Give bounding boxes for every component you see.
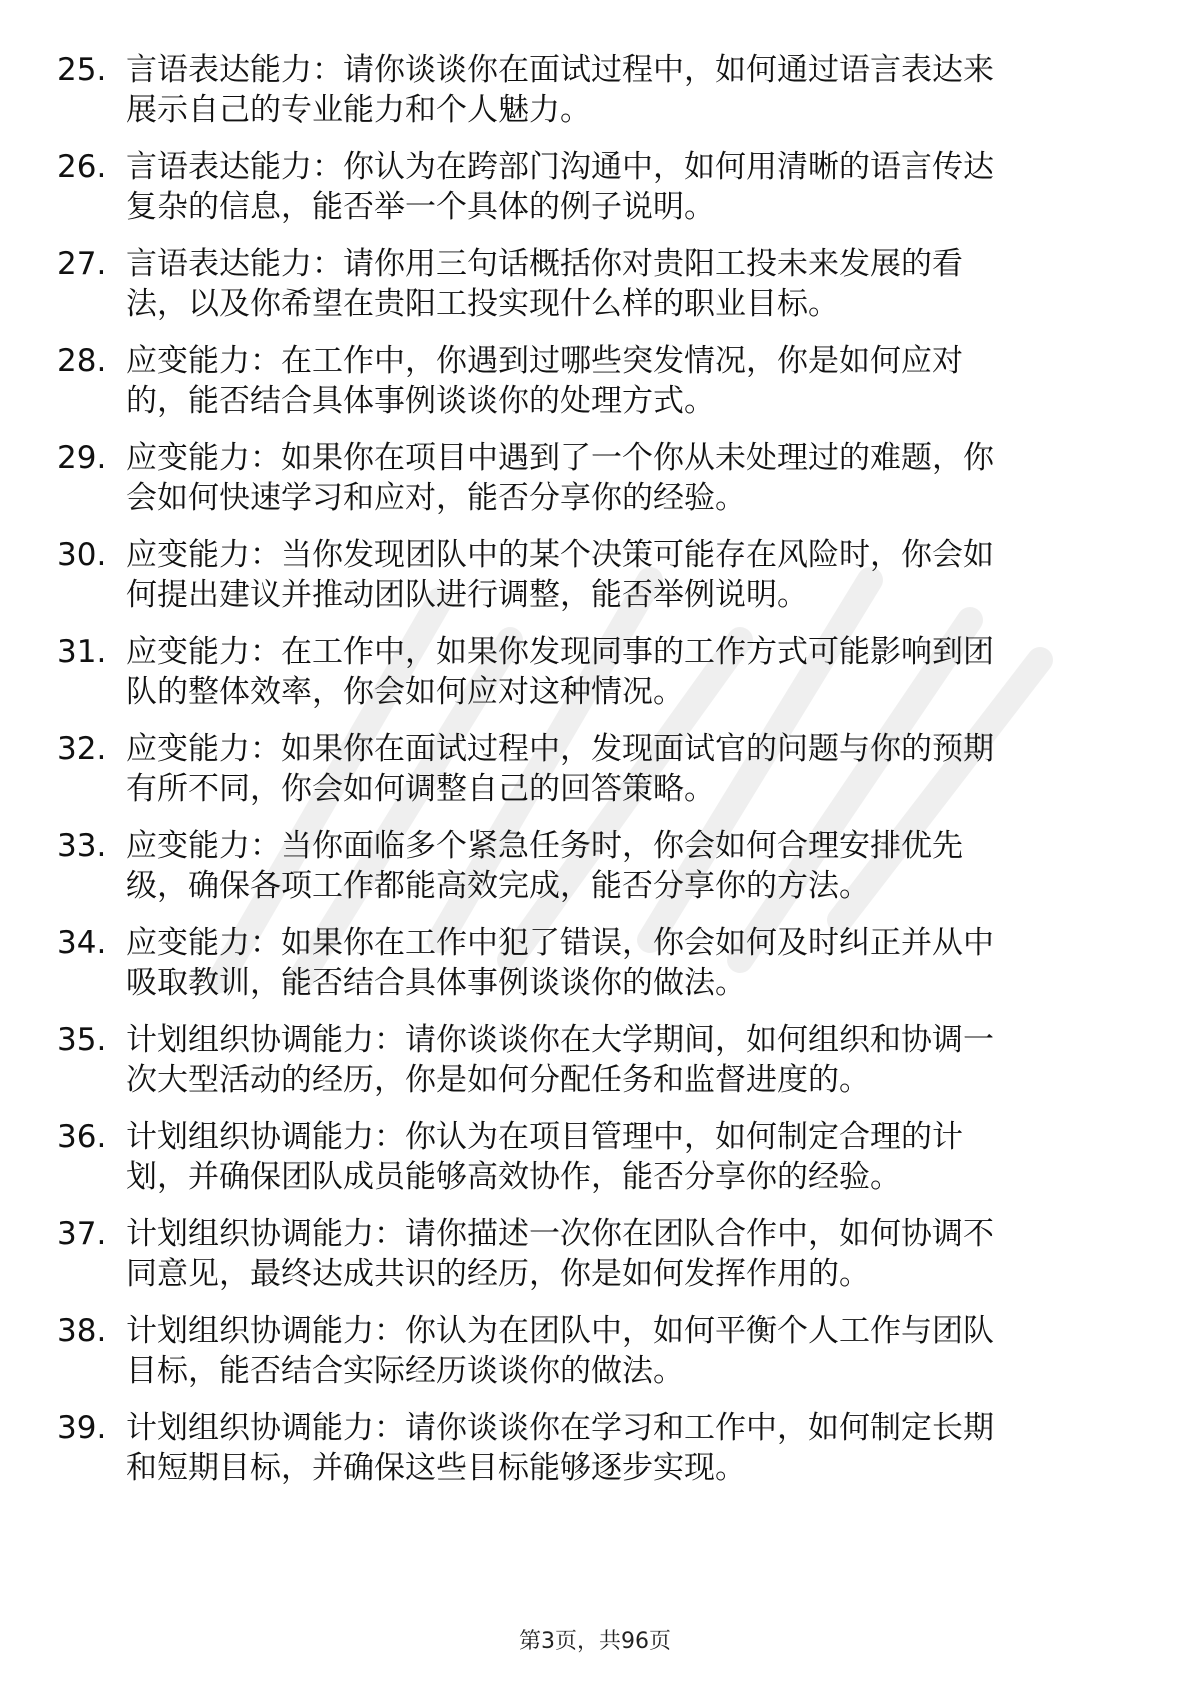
question-text-line: 有所不同，你会如何调整自己的回答策略。: [126, 771, 715, 807]
question-text: [126, 244, 1126, 324]
question-text-line: 计划组织协调能力：你认为在团队中，如何平衡个人工作与团队: [126, 1313, 994, 1349]
question-text: [126, 1117, 1126, 1197]
question-number: 34.: [57, 925, 107, 961]
question-text-line: 何提出建议并推动团队进行调整，能否举例说明。: [126, 577, 808, 613]
question-text-line: 计划组织协调能力：请你谈谈你在学习和工作中，如何制定长期: [126, 1410, 994, 1446]
question-number: 27.: [57, 246, 107, 282]
question-text: [126, 1020, 1126, 1100]
question-number: 26.: [57, 149, 107, 185]
question-text-line: 划，并确保团队成员能够高效协作，能否分享你的经验。: [126, 1159, 901, 1195]
question-text-line: 会如何快速学习和应对，能否分享你的经验。: [126, 480, 746, 516]
question-text-line: 计划组织协调能力：请你谈谈你在大学期间，如何组织和协调一: [126, 1022, 994, 1058]
question-number: 32.: [57, 731, 107, 767]
question-text-line: 应变能力：当你面临多个紧急任务时，你会如何合理安排优先: [126, 828, 963, 864]
question-text-line: 应变能力：在工作中，你遇到过哪些突发情况，你是如何应对: [126, 343, 963, 379]
question-text-line: 计划组织协调能力：你认为在项目管理中，如何制定合理的计: [126, 1119, 963, 1155]
question-number: 25.: [57, 52, 107, 88]
question-text-line: 展示自己的专业能力和个人魅力。: [126, 92, 591, 128]
question-text-line: 吸取教训，能否结合具体事例谈谈你的做法。: [126, 965, 746, 1001]
question-text: [126, 826, 1126, 906]
question-text-line: 法，以及你希望在贵阳工投实现什么样的职业目标。: [126, 286, 839, 322]
question-number: 33.: [57, 828, 107, 864]
question-number: 37.: [57, 1216, 107, 1252]
question-text: [126, 438, 1126, 518]
question-text-line: 应变能力：如果你在工作中犯了错误，你会如何及时纠正并从中: [126, 925, 994, 961]
question-text-line: 复杂的信息，能否举一个具体的例子说明。: [126, 189, 715, 225]
question-number: 28.: [57, 343, 107, 379]
question-text-line: 应变能力：如果你在项目中遇到了一个你从未处理过的难题，你: [126, 440, 994, 476]
question-text-line: 和短期目标，并确保这些目标能够逐步实现。: [126, 1450, 746, 1486]
question-text-line: 应变能力：当你发现团队中的某个决策可能存在风险时，你会如: [126, 537, 994, 573]
question-text: [126, 1214, 1126, 1294]
question-text-line: 的，能否结合具体事例谈谈你的处理方式。: [126, 383, 715, 419]
question-text: [126, 535, 1126, 615]
page-number: 第3页，共96页: [519, 1629, 671, 1654]
question-text-line: 言语表达能力：你认为在跨部门沟通中，如何用清晰的语言传达: [126, 149, 994, 185]
question-number: 36.: [57, 1119, 107, 1155]
question-number: 38.: [57, 1313, 107, 1349]
question-text: [126, 923, 1126, 1003]
question-number: 35.: [57, 1022, 107, 1058]
question-text: [126, 1408, 1126, 1488]
question-number: 39.: [57, 1410, 107, 1446]
question-number: 29.: [57, 440, 107, 476]
question-text: [126, 50, 1126, 130]
question-text-line: 计划组织协调能力：请你描述一次你在团队合作中，如何协调不: [126, 1216, 994, 1252]
question-text: [126, 147, 1126, 227]
question-text-line: 目标，能否结合实际经历谈谈你的做法。: [126, 1353, 684, 1389]
question-text-line: 言语表达能力：请你谈谈你在面试过程中，如何通过语言表达来: [126, 52, 994, 88]
question-text: [126, 632, 1126, 712]
question-text-line: 应变能力：如果你在面试过程中，发现面试官的问题与你的预期: [126, 731, 994, 767]
question-text-line: 同意见，最终达成共识的经历，你是如何发挥作用的。: [126, 1256, 870, 1292]
question-text: [126, 729, 1126, 809]
question-text-line: 应变能力：在工作中，如果你发现同事的工作方式可能影响到团: [126, 634, 994, 670]
question-text: [126, 341, 1126, 421]
question-text-line: 级，确保各项工作都能高效完成，能否分享你的方法。: [126, 868, 870, 904]
question-text: [126, 1311, 1126, 1391]
question-number: 30.: [57, 537, 107, 573]
question-text-line: 次大型活动的经历，你是如何分配任务和监督进度的。: [126, 1062, 870, 1098]
question-text-line: 言语表达能力：请你用三句话概括你对贵阳工投未来发展的看: [126, 246, 963, 282]
question-text-line: 队的整体效率，你会如何应对这种情况。: [126, 674, 684, 710]
question-number: 31.: [57, 634, 107, 670]
